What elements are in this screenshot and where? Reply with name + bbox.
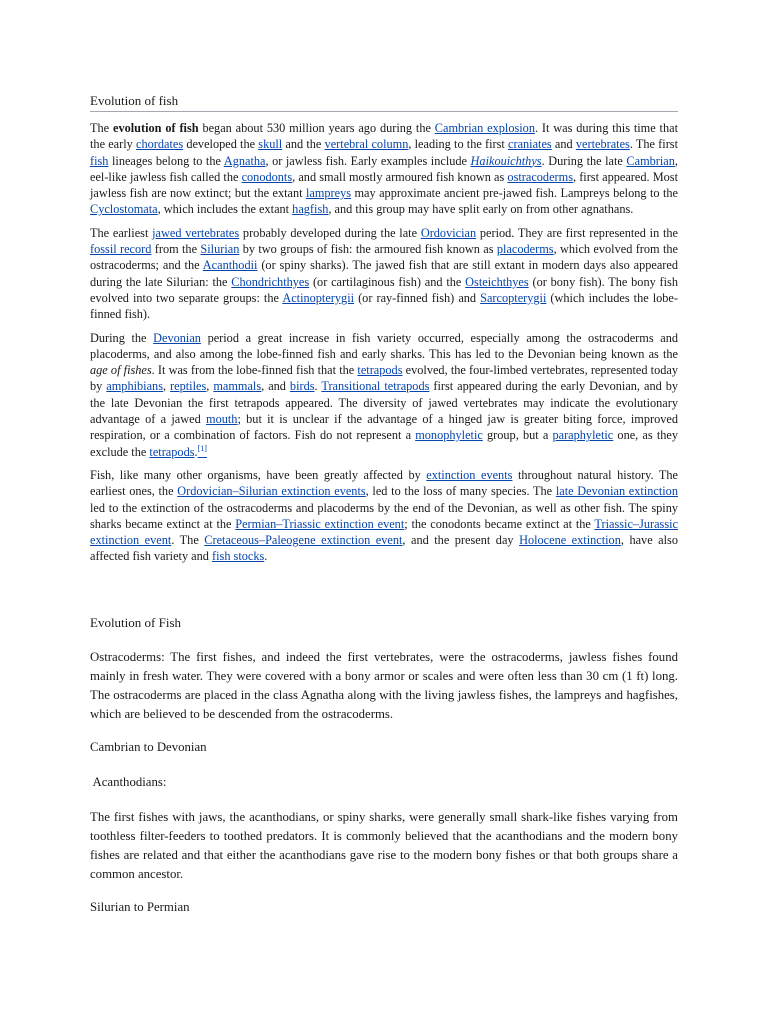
- text-run: lineages belong to the: [108, 153, 224, 168]
- text-run: age of fishes: [90, 363, 152, 378]
- wiki-link[interactable]: Agnatha: [223, 153, 266, 168]
- notes-heading: Evolution of Fish: [90, 615, 182, 630]
- text-run: .: [264, 549, 268, 564]
- text-run: and: [551, 137, 576, 152]
- article-paragraph: [90, 225, 678, 323]
- article-paragraph: [90, 330, 678, 460]
- wiki-link[interactable]: Cambrian explosion: [434, 121, 535, 135]
- wiki-link[interactable]: Holocene extinction: [519, 533, 621, 548]
- text-run: one, as they exclude the: [90, 428, 679, 459]
- text-run: ,: [162, 379, 171, 394]
- text-run: The earliest: [90, 225, 153, 240]
- wiki-link[interactable]: vertebral column: [324, 137, 409, 152]
- text-run: . The first: [629, 137, 678, 152]
- wiki-article: [90, 92, 678, 572]
- wiki-link[interactable]: ostracoderms: [507, 169, 573, 184]
- wiki-link[interactable]: Devonian: [153, 330, 201, 345]
- wiki-link[interactable]: Ordovician: [420, 225, 477, 240]
- text-run: (which includes the lobe-finned fish).: [90, 290, 678, 322]
- text-run: group, but a: [482, 428, 553, 443]
- article-paragraph: [90, 467, 678, 565]
- wiki-link[interactable]: hagfish: [292, 202, 329, 217]
- text-run: , led to the loss of many species. The: [365, 484, 556, 499]
- text-run: ,: [206, 379, 214, 394]
- text-run: Fish, like many other organisms, have been greatly affected by: [90, 467, 427, 482]
- wiki-link[interactable]: mouth: [206, 412, 238, 427]
- notes-section: [90, 613, 678, 917]
- wiki-link[interactable]: tetrapods: [357, 363, 403, 378]
- text-run: developed the: [183, 137, 259, 152]
- text-run: . During the late: [541, 153, 627, 168]
- text-run: evolution of fish: [112, 121, 199, 135]
- text-run: (or cartilaginous fish) and the: [309, 274, 466, 289]
- text-run: by two groups of fish: the armoured fish known as: [239, 242, 497, 257]
- text-run: , and this group may have split early on from other agnathans.: [328, 202, 634, 217]
- wiki-link[interactable]: Haikouichthys: [470, 153, 542, 168]
- text-run: throughout natural history. The earliest ones, the: [90, 467, 679, 499]
- wiki-link[interactable]: Transitional tetrapods: [321, 379, 430, 394]
- text-run: During the: [90, 330, 154, 345]
- silurian-permian-heading: Silurian to Permian: [90, 900, 190, 914]
- ostracoderms-paragraph: Ostracoderms: The first fishes, and indeed the first vertebrates, were the ostracoderms, jawless fishes found mainly in fresh water. They were covered with a bony armor or scales and were often less than 30 cm (1 ft) long. The ostracoderms are placed in the class Agnatha along with the living jawless fishes, the lampreys and hagfishes, which are believed to be descended from the ostracoderms.: [90, 650, 678, 721]
- text-run: ; the conodonts became extinct at the: [404, 516, 595, 531]
- wiki-link[interactable]: Osteichthyes: [465, 274, 529, 289]
- wiki-link[interactable]: paraphyletic: [552, 428, 614, 443]
- text-run: , have also affected fish variety and: [90, 533, 678, 564]
- text-run: , first appeared. Most jawless fish are now extinct; but the extant: [90, 169, 678, 201]
- wiki-link[interactable]: monophyletic: [415, 428, 483, 443]
- text-run: , leading to the first: [408, 137, 509, 152]
- wiki-link[interactable]: Chondrichthyes: [231, 274, 310, 289]
- wiki-link[interactable]: Permian–Triassic extinction event: [235, 516, 405, 531]
- wiki-link[interactable]: skull: [258, 137, 283, 152]
- wiki-link[interactable]: lampreys: [305, 186, 352, 201]
- text-run: from the: [151, 242, 201, 257]
- wiki-link[interactable]: Cretaceous–Paleogene extinction event: [204, 533, 403, 548]
- text-run: evolved, the four-limbed vertebrates, represented today by: [90, 363, 678, 394]
- wiki-link[interactable]: Actinopterygii: [282, 290, 355, 305]
- text-run: (or bony fish). The bony fish evolved into two separate groups: the: [90, 274, 678, 305]
- text-run: probably developed during the late: [239, 225, 421, 240]
- text-run: . The: [171, 533, 205, 548]
- wiki-link[interactable]: fossil record: [90, 242, 152, 257]
- wiki-link[interactable]: Ordovician–Silurian extinction events: [177, 484, 366, 499]
- text-run: . It was during this time that the early: [90, 121, 678, 152]
- wiki-link[interactable]: vertebrates: [575, 137, 630, 152]
- text-run: , eel-like jawless fish called the: [90, 153, 678, 184]
- wiki-link[interactable]: Cyclostomata: [90, 202, 158, 217]
- text-run: and the: [282, 137, 325, 152]
- text-run: , which evolved from the ostracoderms; and the: [90, 242, 678, 273]
- wiki-link[interactable]: chordates: [136, 137, 184, 152]
- wiki-link[interactable]: amphibians: [106, 379, 163, 394]
- text-run: (or spiny sharks). The jawed fish that are still extant in modern days also appeared during the late Silurian: the: [90, 258, 678, 289]
- text-run: .: [314, 379, 322, 394]
- cambrian-devonian-heading: Cambrian to Devonian: [90, 740, 207, 754]
- text-run: may approximate ancient pre-jawed fish. Lampreys belong to the: [351, 186, 678, 201]
- article-paragraph: [90, 120, 678, 218]
- wiki-link[interactable]: Acanthodii: [202, 258, 258, 273]
- text-run: period a great increase in fish variety occurred, especially among the ostracoderms and placoderms, and also among the lobe-finned fish and early sharks. This has led to the Devonian being known as the: [90, 330, 678, 361]
- wiki-link[interactable]: late Devonian extinction: [555, 484, 678, 499]
- text-run: began about 530 million years ago during the: [198, 121, 435, 135]
- acanthodians-paragraph: The first fishes with jaws, the acanthodians, or spiny sharks, were generally small shark-like fishes varying from toothless filter-feeders to toothed predators. It is commonly believed that the acanthodians and the modern bony fishes are related and that either the acanthodians gave rise to the modern bony fishes or that both groups share a common ancestor.: [90, 810, 678, 881]
- wiki-link[interactable]: Silurian: [200, 242, 240, 257]
- wiki-link[interactable]: Sarcopterygii: [480, 290, 547, 305]
- wiki-link[interactable]: fish: [90, 153, 109, 168]
- wiki-link[interactable]: mammals: [213, 379, 262, 394]
- text-run: , which includes the extant: [157, 202, 293, 217]
- wiki-link[interactable]: birds: [289, 379, 315, 394]
- wiki-link[interactable]: placoderms: [496, 242, 554, 257]
- wiki-link[interactable]: jawed vertebrates: [152, 225, 240, 240]
- text-run: first appeared during the early Devonian, and by the late Devonian the first tetrapods appeared. The diversity of jawed vertebrates may indicate the evolutionary advantage of a jawed: [90, 379, 679, 427]
- wiki-link[interactable]: reptiles: [170, 379, 207, 394]
- text-run: , and: [261, 379, 290, 394]
- acanthodians-heading: Acanthodians:: [90, 775, 167, 789]
- wiki-link[interactable]: extinction events: [426, 467, 513, 482]
- text-run: , and small mostly armoured fish known as: [292, 169, 508, 184]
- text-run: , and the present day: [402, 533, 520, 548]
- text-run: led to the extinction of the ostracoderms and placoderms by the end of the Devonian, as well as other fish. The spiny sharks became extinct at the: [90, 500, 678, 531]
- wiki-link[interactable]: fish stocks: [212, 549, 265, 564]
- text-run: . It was from the lobe-finned fish that the: [151, 363, 358, 378]
- wiki-link[interactable]: Cambrian: [626, 153, 675, 168]
- article-title: Evolution of fish: [90, 92, 678, 112]
- text-run: The: [90, 121, 113, 135]
- text-run: period. They are first represented in the: [476, 225, 678, 240]
- wiki-link[interactable]: conodonts: [241, 169, 293, 184]
- wiki-link[interactable]: tetrapods: [149, 444, 195, 459]
- citation-link[interactable]: [1]: [197, 443, 207, 453]
- text-run: .: [194, 444, 198, 459]
- text-run: (or ray-finned fish) and: [354, 290, 481, 305]
- wiki-link[interactable]: craniates: [508, 137, 552, 152]
- article-body: [90, 120, 678, 565]
- wiki-link[interactable]: Triassic–Jurassic extinction event: [90, 516, 678, 548]
- text-run: ; but it is unclear if the advantage of a hinged jaw is greater biting force, improved respiration, or a combination of factors. Fish do not represent a: [90, 412, 678, 443]
- text-run: , or jawless fish. Early examples include: [265, 153, 471, 168]
